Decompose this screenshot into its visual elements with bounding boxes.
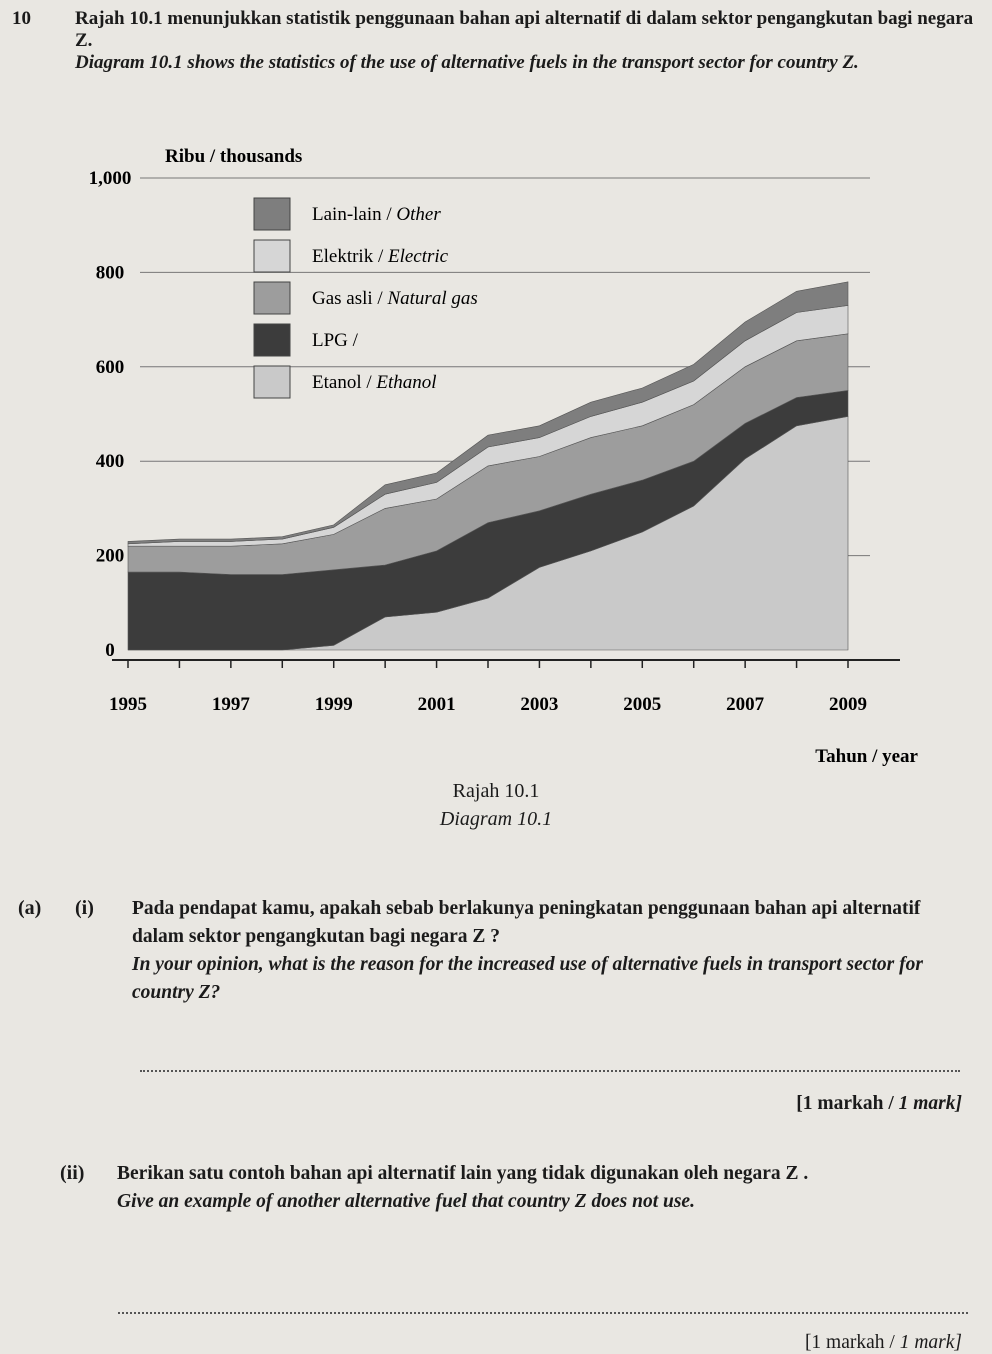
question-a-ii-english: Give an example of another alternative fuel that country Z does not use. bbox=[117, 1191, 695, 1212]
answer-line-a-ii[interactable] bbox=[118, 1312, 968, 1314]
x-tick-label: 2009 bbox=[829, 694, 867, 715]
marks-a-i-english: 1 mark] bbox=[898, 1093, 962, 1114]
x-axis-label: Tahun / year bbox=[815, 746, 918, 767]
stacked-area-chart bbox=[0, 130, 992, 780]
intro-english: Diagram 10.1 shows the statistics of the use of alternative fuels in the transport sector for country Z. bbox=[75, 52, 859, 73]
question-intro bbox=[75, 8, 975, 74]
legend-label-electric: Elektrik / Electric bbox=[312, 246, 449, 267]
x-tick-label: 1997 bbox=[211, 694, 250, 715]
legend-swatch-ethanol bbox=[254, 366, 290, 398]
x-tick-label: 2003 bbox=[520, 694, 559, 715]
y-tick-label: 800 bbox=[95, 262, 125, 284]
caption-english: Diagram 10.1 bbox=[439, 808, 553, 830]
marks-a-i bbox=[600, 1093, 962, 1115]
question-number: 10 bbox=[12, 8, 31, 29]
y-tick-label: 400 bbox=[95, 451, 125, 473]
axes bbox=[109, 660, 900, 715]
legend-swatch-electric bbox=[254, 240, 290, 272]
marks-a-ii-malay: [1 markah / bbox=[804, 1332, 900, 1353]
caption-malay: Rajah 10.1 bbox=[452, 780, 540, 802]
marks-a-ii-english: 1 mark] bbox=[899, 1332, 962, 1353]
question-a-ii-malay: Berikan satu contoh bahan api alternatif lain yang tidak digunakan oleh negara Z . bbox=[117, 1163, 809, 1184]
part-a-i-label: (i) bbox=[75, 897, 94, 919]
y-tick-label: 1,000 bbox=[88, 168, 132, 189]
x-tick-label: 2005 bbox=[623, 694, 662, 715]
intro-malay: Rajah 10.1 menunjukkan statistik penggunaan bahan api alternatif di dalam sektor pengangkutan bagi negara Z. bbox=[75, 8, 974, 51]
area-series bbox=[128, 282, 848, 650]
legend-swatch-other bbox=[254, 198, 290, 230]
y-axis-label: Ribu / thousands bbox=[165, 146, 303, 167]
marks-a-i-malay: [1 markah / bbox=[796, 1093, 899, 1114]
y-tick-label: 0 bbox=[105, 640, 115, 661]
legend-swatch-natural-gas bbox=[254, 282, 290, 314]
legend bbox=[254, 198, 478, 398]
y-tick-label: 600 bbox=[95, 356, 125, 378]
y-tick-label: 200 bbox=[95, 545, 125, 567]
legend-label-natural-gas: Gas asli / Natural gas bbox=[312, 288, 478, 309]
legend-swatch-lpg bbox=[254, 324, 290, 356]
x-tick-label: 1995 bbox=[109, 694, 147, 715]
answer-line-a-i[interactable] bbox=[140, 1070, 960, 1072]
legend-label-lpg: LPG / bbox=[312, 330, 358, 351]
x-tick-label: 2001 bbox=[417, 694, 456, 715]
question-a-ii bbox=[117, 1160, 967, 1216]
question-a-i-malay: Pada pendapat kamu, apakah sebab berlakunya peningkatan penggunaan bahan api alternatif dalam sektor pengangkutan bagi negara Z ? bbox=[132, 898, 921, 947]
part-a-label: (a) bbox=[18, 897, 42, 919]
legend-label-ethanol: Etanol / Ethanol bbox=[312, 372, 437, 393]
x-tick-label: 1999 bbox=[314, 694, 353, 715]
part-a-ii-label: (ii) bbox=[60, 1162, 85, 1184]
x-tick-label: 2007 bbox=[726, 694, 765, 715]
question-a-i-english: In your opinion, what is the reason for the increased use of alternative fuels in transport sector for country Z? bbox=[132, 954, 923, 1003]
marks-a-ii bbox=[600, 1332, 962, 1354]
legend-label-other: Lain-lain / Other bbox=[312, 204, 441, 225]
question-a-i bbox=[132, 895, 962, 1007]
